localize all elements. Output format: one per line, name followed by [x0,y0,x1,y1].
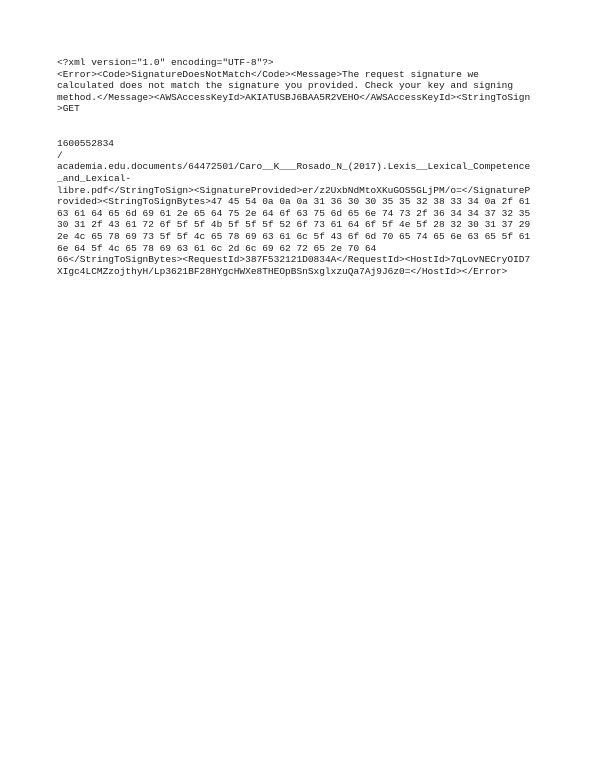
text-line: XIgc4LCMZzojthyH/Lp3621BF28HYgcHWXe8THEOpBSnSxglxzuQa7Aj9J6z0=</HostId></Error> [57,265,508,277]
text-line: method.</Message><AWSAccessKeyId>AKIATUSBJ6BAA5R2VEHO</AWSAccessKeyId><StringToSign [57,91,531,103]
text-line: calculated does not match the signature you provided. Check your key and signing [57,80,514,92]
text-line: 30 31 2f 43 61 72 6f 5f 5f 4b 5f 5f 5f 52 6f 73 61 64 6f 5f 4e 5f 28 32 30 31 37 29 [57,219,531,231]
text-line: academia.edu.documents/64472501/Caro__K___Rosado_N_(2017).Lexis__Lexical_Competence [57,161,531,173]
text-line: 6e 64 5f 4c 65 78 69 63 61 6c 2d 6c 69 62 72 65 2e 70 64 [57,242,377,254]
text-line: _and_Lexical- [57,172,132,184]
text-line: 2e 4c 65 78 69 73 5f 5f 4c 65 78 69 63 61 6c 5f 43 6f 6d 70 65 74 65 6e 63 65 5f 61 [57,230,531,242]
text-line: libre.pdf</StringToSign><SignatureProvided>er/z2UxbNdMtoXKuGOS5GLjPM/o=</SignatureP [57,184,531,196]
text-line: <Error><Code>SignatureDoesNotMatch</Code><Message>The request signature we [57,68,479,80]
text-line: <?xml version="1.0" encoding="UTF-8"?> [57,57,274,68]
text-line: 63 61 64 65 6d 69 61 2e 65 64 75 2e 64 6f 63 75 6d 65 6e 74 73 2f 36 34 34 37 32 35 [57,207,531,219]
text-line: >GET [57,103,80,115]
text-line: rovided><StringToSignBytes>47 45 54 0a 0a 0a 31 36 30 30 35 35 32 38 33 34 0a 2f 61 [57,196,531,208]
text-line: / [57,149,63,161]
xml-error-text [57,57,557,277]
text-line: 1600552834 [57,138,115,150]
text-line: 66</StringToSignBytes><RequestId>387F532121D0834A</RequestId><HostId>7qLovNECryOID7 [57,254,531,266]
